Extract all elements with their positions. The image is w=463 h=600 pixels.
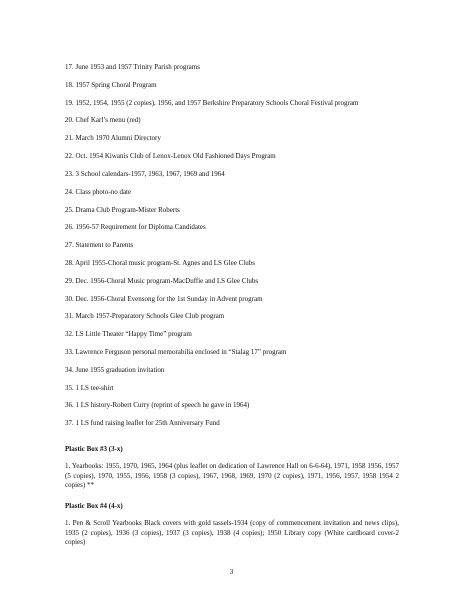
page-number: 3 xyxy=(229,568,234,576)
list-item: 23. 3 School calendars-1957, 1963, 1967, 1969 and 1964 xyxy=(65,170,225,178)
section-heading-box4: Plastic Box #4 (4-x) xyxy=(65,502,123,510)
list-item: 28. April 1955-Choral music program-St. Agnes and LS Glee Clubs xyxy=(65,259,255,267)
section-text-box3: 1. Yearbooks: 1955, 1970, 1965, 1964 (plus leaflet on dedication of Lawrence Hall on 6-6-64), 1971, 1958 1956, 1957 (5 copies), 1970, 1955, 1956, 1958 (3 copies), 1967, 1968, 1969, 1970 (2 copies), 1971, 1956, 1957, 1958 1954 2 copies) ** xyxy=(65,462,399,489)
list-item: 21. March 1970 Alumni Directory xyxy=(65,134,161,142)
list-item: 17. June 1953 and 1957 Trinity Parish programs xyxy=(65,63,200,71)
list-item: 37. 1 LS fund raising leaflet for 25th Anniversary Fund xyxy=(65,419,220,427)
list-item: 30. Dec. 1956-Choral Evensong for the 1st Sunday in Advent program xyxy=(65,295,263,303)
list-item: 24. Class photo-no date xyxy=(65,188,132,196)
list-item: 27. Statement to Parents xyxy=(65,241,134,249)
section-text-box4: 1. Pen & Scroll Yearbooks Black covers with gold tassels-1934 (copy of commencement invitation and news clips), 1935 (2 copies), 1936 (3 copies), 1937 (3 copies), 1938 (4 copies); 1950 Library copy (White cardboard cover-2 copies) xyxy=(65,519,399,546)
list-item: 35. 1 LS tee-shirt xyxy=(65,384,114,392)
list-item: 25. Drama Club Program-Mister Roberts xyxy=(65,206,180,214)
list-item: 32. LS Little Theater “Happy Time” program xyxy=(65,330,192,338)
list-item: 22. Oct. 1954 Kiwanis Club of Lenox-Lenox Old Fashioned Days Program xyxy=(65,152,276,160)
list-item: 18. 1957 Spring Choral Program xyxy=(65,81,157,89)
list-item: 20. Chef Karl’s menu (red) xyxy=(65,116,141,124)
section-heading-box3: Plastic Box #3 (3-x) xyxy=(65,445,123,453)
list-item: 34. June 1955 graduation invitation xyxy=(65,366,165,374)
list-item: 36. 1 LS history-Robert Curry (reprint of speech he gave in 1964) xyxy=(65,401,250,409)
list-item: 29. Dec. 1956-Choral Music program-MacDuffie and LS Glee Clubs xyxy=(65,277,259,285)
list-item: 31. March 1957-Preparatory Schools Glee Club program xyxy=(65,312,225,320)
list-item: 33. Lawrence Ferguson personal memorabilia enclosed in “Stalag 17” program xyxy=(65,348,287,356)
list-item: 26. 1956-57 Requirement for Diploma Candidates xyxy=(65,223,206,231)
list-item: 19. 1952, 1954, 1955 (2 copies), 1956, and 1957 Berkshire Preparatory Schools Choral Festival program xyxy=(65,99,359,107)
